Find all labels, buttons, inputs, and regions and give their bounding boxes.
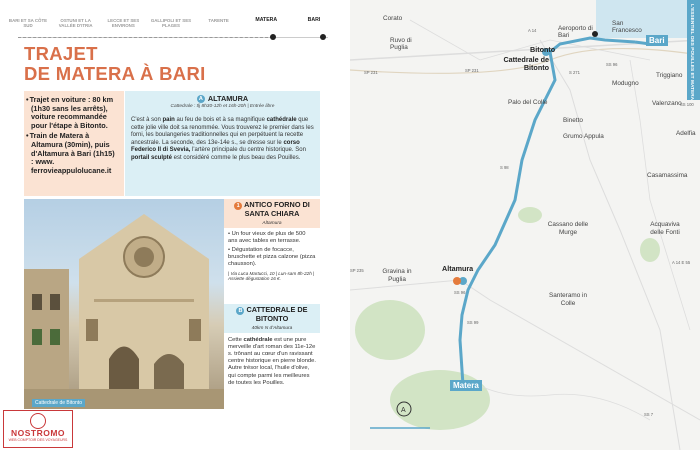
road-s271: S 271: [569, 70, 580, 75]
bitonto-text: Cette cathédrale est une pure merveille d'art roman des 11e-12e s. trônant au cœur d'un ravissant centre historique en pierre blonde. Autre trésor local, l'huile d'olive, qui compte parmi les meilleures de toutes les Pouilles.: [228, 336, 316, 386]
crumb-lecce[interactable]: LECCE ET SES ENVIRONS: [107, 18, 140, 28]
town-valenzano: Valenzano: [652, 100, 682, 107]
road-sp231: SP 231: [364, 70, 378, 75]
town-bari-badge: Bari: [646, 35, 668, 46]
town-grumo: Grumo Appula: [563, 133, 604, 140]
crumb-gallipoli[interactable]: GALLIPOLI ET SES PLAGES: [150, 18, 192, 28]
crumb-bari-cote-sud[interactable]: BARI ET SA CÔTE SUD: [8, 18, 48, 28]
cathedral-photo: [24, 199, 224, 409]
svg-text:A: A: [401, 407, 406, 414]
forno-bullet-2: • Dégustation de focacce, bruschette et pizza calzone (pizza chausson).: [228, 247, 316, 268]
altamura-hours: Cattedrale : tlj 8h30-12h et 16h-20h | Entrée libre: [170, 104, 275, 109]
side-tab[interactable]: L'ESSENTIEL DES POUILLES ET MATERA: [687, 0, 700, 100]
town-acquaviva: Acquaviva delle Fonti: [650, 221, 680, 236]
town-san-francesco: San Francesco: [612, 20, 642, 34]
town-santeramo: Santeramo in Colle: [548, 292, 587, 307]
title-line-1: TRAJET: [24, 43, 98, 64]
town-casamassima: Casamassima: [647, 172, 688, 179]
town-palo: Palo del Colle: [508, 99, 548, 106]
road-ss99: SS 99: [467, 320, 479, 325]
town-cattedrale: Cattedrale de Bitonto: [503, 55, 549, 72]
bitonto-distance: 40km N d'Altamura: [224, 326, 320, 333]
forno-info: | Via Luca Martucci, 10 | Lun-sam 8h-22h | Assiette dégustation 16 €.: [228, 270, 315, 282]
transport-infobox: [24, 91, 124, 196]
road-ss96: SS 96: [606, 62, 618, 67]
road-sp231b: SP 231: [465, 68, 479, 73]
crumb-matera[interactable]: MATERA: [255, 17, 278, 23]
town-aeroporto: Aeroporto di Bari: [558, 25, 593, 39]
road-sp235: SP 235: [350, 268, 364, 273]
altamura-title: ALTAMURA: [207, 94, 249, 103]
forno-bullet-1: • Un four vieux de plus de 500 ans avec tables en terrasse.: [228, 230, 306, 244]
town-altamura: Altamura: [442, 264, 474, 273]
title-line-2: DE MATERA À BARI: [24, 63, 206, 84]
altamura-section: [125, 91, 320, 196]
town-triggiano: Triggiano: [656, 72, 683, 79]
bitonto-section: [224, 304, 320, 409]
page-title: [24, 44, 324, 84]
town-ruvo: Ruvo di Puglia: [390, 37, 412, 51]
town-cassano: Cassano delle Murge: [547, 221, 589, 236]
road-ss7: SS 7: [644, 412, 654, 417]
town-gravina: Gravina in Puglia: [382, 268, 412, 283]
town-corato: Corato: [383, 15, 403, 22]
logo-wheel-icon: [30, 413, 46, 429]
breadcrumb: [6, 18, 336, 32]
road-ss96b: SS 96: [454, 290, 466, 295]
bitonto-title: CATTEDRALE DE BITONTO: [246, 305, 308, 323]
crumb-tarente[interactable]: TARENTE: [208, 18, 229, 23]
crumb-bari[interactable]: BARI: [307, 17, 321, 23]
town-matera-badge: Matera: [450, 380, 482, 391]
marker-1-icon: 1: [234, 202, 242, 210]
info-car: • Trajet en voiture : 80 km (1h30 sans les arrêts), voiture recommandée pour l'étape à Bitonto.: [31, 96, 119, 130]
forno-heading: [224, 199, 320, 221]
nostromo-logo: NOSTROMO WEB COMPTOIR DES VOYAGEURS: [3, 410, 73, 448]
town-bitonto: Bitonto: [530, 45, 556, 54]
road-ss100: SS 100: [680, 102, 694, 107]
altamura-text: C'est à son pain au feu de bois et à sa magnifique cathédrale que cette jolie ville doit sa renommée. Vous trouverez le premier dans les forni, les boulangeries traditionnelles qui en perpétuent la recette ancestrale. La seconde, des 13e-14e s., se dresse sur le corso Federico II di Svevia, l'artère principale du centre historique. Son portail sculpté est considéré comme le plus beau des Pouilles.: [131, 117, 314, 161]
marker-b-icon: B: [236, 307, 244, 315]
road-a14b: A 14 E 55: [672, 260, 691, 265]
forno-title: ANTICO FORNO DI SANTA CHIARA: [244, 200, 310, 218]
town-modugno: Modugno: [612, 80, 639, 87]
marker-a-icon: A: [197, 95, 205, 103]
forno-section: [224, 199, 320, 304]
town-adelfia: Adelfia: [676, 130, 696, 137]
bitonto-heading: [224, 304, 320, 326]
map-page: [350, 0, 700, 450]
cathedral-illustration: [24, 199, 224, 409]
road-a14: A 14: [528, 28, 537, 33]
road-s98: S 98: [500, 165, 509, 170]
photo-caption: Cattedrale de Bitonto: [32, 399, 85, 407]
crumb-ostuni[interactable]: OSTUNI ET LA VALLÉE D'ITRIA: [58, 18, 93, 28]
breadcrumb-dot-matera: [270, 34, 276, 40]
forno-location: Altamura: [224, 221, 320, 228]
breadcrumb-line: [18, 37, 328, 38]
town-binetto: Binetto: [563, 117, 583, 124]
info-train: • Train de Matera à Altamura (30min), puis d'Altamura à Bari (1h15) : www. ferrovieappulolucane.it: [31, 132, 119, 175]
breadcrumb-dot-bari: [320, 34, 326, 40]
